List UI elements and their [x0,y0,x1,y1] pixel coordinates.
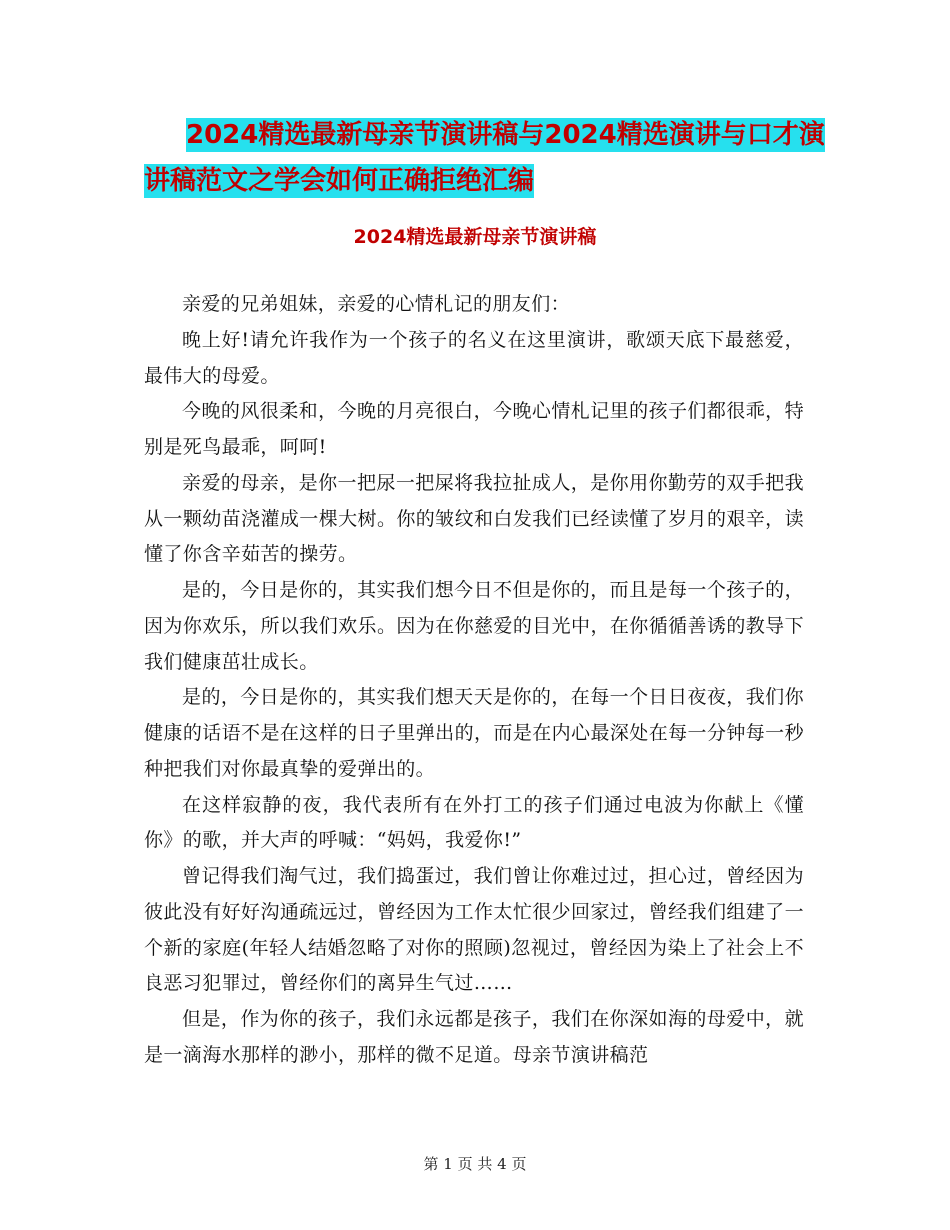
page-footer: 第 1 页 共 4 页 [423,1155,527,1173]
body-text [144,287,804,1074]
paragraph: 是的，今日是你的，其实我们想今日不但是你的，而且是每一个孩子的，因为你欢乐，所以我们欢乐。因为在你慈爱的目光中，在你循循善诱的教导下我们健康茁壮成长。 [144,579,804,673]
paragraph: 亲爱的母亲，是你一把尿一把屎将我拉扯成人，是你用你勤劳的双手把我从一颗幼苗浇灌成一棵大树。你的皱纹和白发我们已经读懂了岁月的艰辛，读懂了你含辛茹苦的操劳。 [144,471,804,566]
section-title: 2024精选最新母亲节演讲稿 [353,226,597,248]
document-title-line-2: 讲稿范文之学会如何正确拒绝汇编 [144,166,535,196]
paragraph: 曾记得我们淘气过，我们捣蛋过，我们曾让你难过过，担心过，曾经因为彼此没有好好沟通疏远过，曾经因为工作太忙很少回家过，曾经我们组建了一个新的家庭(年轻人结婚忽略了对你的照顾)忽视过，曾经因为染上了社会上不良恶习犯罪过，曾经你们的离异生气过…… [144,865,804,995]
paragraph: 是的，今日是你的，其实我们想天天是你的，在每一个日日夜夜，我们你健康的话语不是在这样的日子里弹出的，而是在内心最深处在每一分钟每一秒种把我们对你最真挚的爱弹出的。 [144,686,804,780]
paragraph: 在这样寂静的夜，我代表所有在外打工的孩子们通过电波为你献上《懂你》的歌，并大声的呼喊：“妈妈，我爱你!” [144,793,804,852]
paragraph: 今晚的风很柔和，今晚的月亮很白，今晚心情札记里的孩子们都很乖，特别是死鸟最乖，呵呵! [144,400,804,458]
document-title-line-1: 2024精选最新母亲节演讲稿与2024精选演讲与口才演 [186,120,825,150]
paragraph: 晚上好!请允许我作为一个孩子的名义在这里演讲，歌颂天底下最慈爱，最伟大的母爱。 [144,328,804,387]
paragraph-greeting: 亲爱的兄弟姐妹，亲爱的心情札记的朋友们： [182,293,571,315]
paragraph: 但是，作为你的孩子，我们永远都是孩子，我们在你深如海的母爱中，就是一滴海水那样的渺小，那样的微不足道。母亲节演讲稿范 [144,1008,804,1066]
document-title [144,112,825,204]
